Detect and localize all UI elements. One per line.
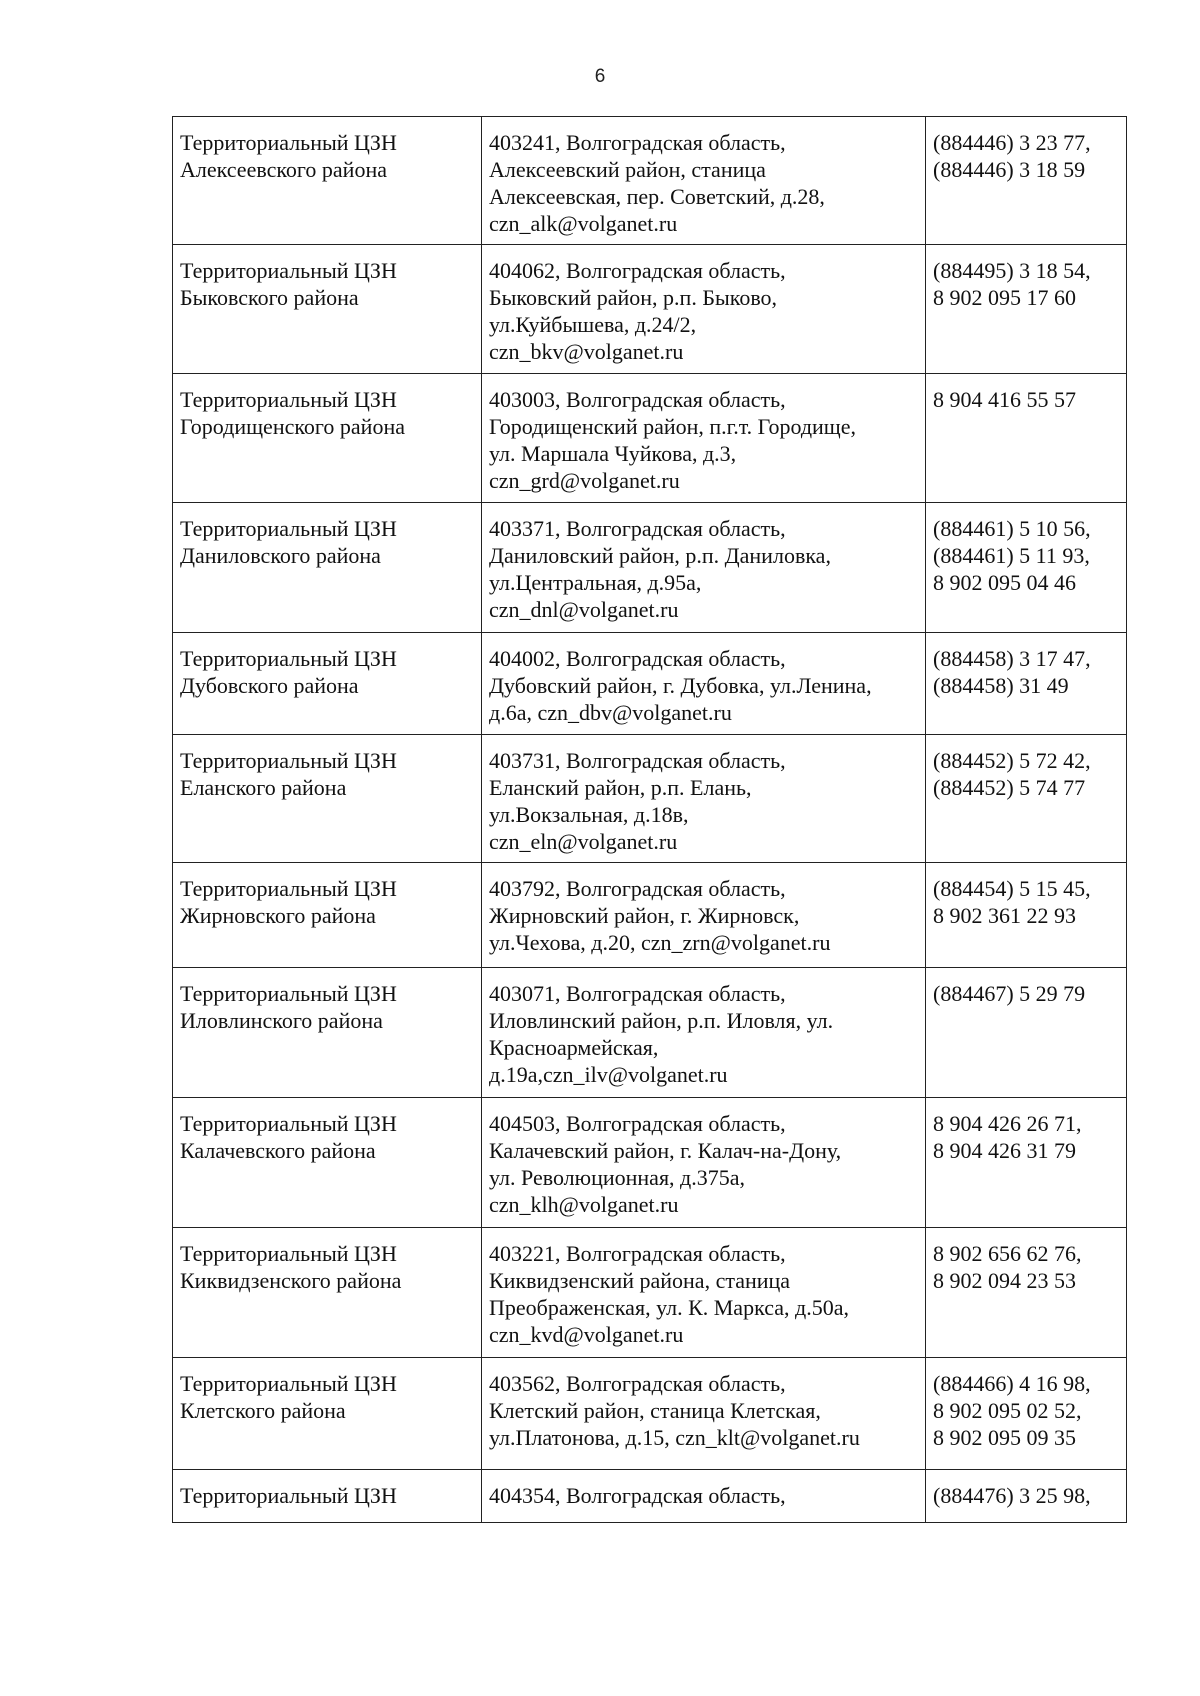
address-cell: 404354, Волгоградская область, bbox=[482, 1470, 926, 1523]
center-name-cell: Территориальный ЦЗН Алексеевского района bbox=[173, 117, 482, 245]
employment-centers-table bbox=[172, 116, 1127, 1523]
table-row bbox=[173, 503, 1127, 633]
address-cell: 404062, Волгоградская область, Быковский район, р.п. Быково, ул.Куйбышева, д.24/2, czn_bkv@volganet.ru bbox=[482, 245, 926, 374]
address-cell: 403731, Волгоградская область, Еланский район, р.п. Елань, ул.Вокзальная, д.18в, czn_eln@volganet.ru bbox=[482, 735, 926, 863]
table-row bbox=[173, 633, 1127, 735]
table-row bbox=[173, 863, 1127, 968]
phone-cell: (884452) 5 72 42, (884452) 5 74 77 bbox=[926, 735, 1127, 863]
center-name-cell: Территориальный ЦЗН Городищенского района bbox=[173, 374, 482, 503]
page-number: 6 bbox=[594, 66, 606, 87]
table-row bbox=[173, 1470, 1127, 1523]
address-cell: 403241, Волгоградская область, Алексеевский район, станица Алексеевская, пер. Советский, д.28, czn_alk@volganet.ru bbox=[482, 117, 926, 245]
address-cell: 403071, Волгоградская область, Иловлинский район, р.п. Иловля, ул. Красноармейская, д.19а,czn_ilv@volganet.ru bbox=[482, 968, 926, 1098]
center-name-cell: Территориальный ЦЗН Дубовского района bbox=[173, 633, 482, 735]
address-cell: 404503, Волгоградская область, Калачевский район, г. Калач-на-Дону, ул. Революционная, д.375а, czn_klh@volganet.ru bbox=[482, 1098, 926, 1228]
address-cell: 404002, Волгоградская область, Дубовский район, г. Дубовка, ул.Ленина, д.6а, czn_dbv@volganet.ru bbox=[482, 633, 926, 735]
center-name-cell: Территориальный ЦЗН bbox=[173, 1470, 482, 1523]
center-name-cell: Территориальный ЦЗН Иловлинского района bbox=[173, 968, 482, 1098]
table-row bbox=[173, 245, 1127, 374]
center-name-cell: Территориальный ЦЗН Еланского района bbox=[173, 735, 482, 863]
phone-cell: (884467) 5 29 79 bbox=[926, 968, 1127, 1098]
center-name-cell: Территориальный ЦЗН Киквидзенского района bbox=[173, 1228, 482, 1358]
center-name-cell: Территориальный ЦЗН Жирновского района bbox=[173, 863, 482, 968]
phone-cell: (884454) 5 15 45, 8 902 361 22 93 bbox=[926, 863, 1127, 968]
table-row bbox=[173, 735, 1127, 863]
table-row bbox=[173, 374, 1127, 503]
table-row bbox=[173, 968, 1127, 1098]
address-cell: 403221, Волгоградская область, Киквидзенский района, станица Преображенская, ул. К. Маркса, д.50а, czn_kvd@volganet.ru bbox=[482, 1228, 926, 1358]
center-name-cell: Территориальный ЦЗН Даниловского района bbox=[173, 503, 482, 633]
table-row bbox=[173, 1098, 1127, 1228]
address-cell: 403562, Волгоградская область, Клетский район, станица Клетская, ул.Платонова, д.15, czn_klt@volganet.ru bbox=[482, 1358, 926, 1470]
center-name-cell: Территориальный ЦЗН Калачевского района bbox=[173, 1098, 482, 1228]
table-row bbox=[173, 117, 1127, 245]
address-cell: 403371, Волгоградская область, Даниловский район, р.п. Даниловка, ул.Центральная, д.95а, czn_dnl@volganet.ru bbox=[482, 503, 926, 633]
phone-cell: (884461) 5 10 56, (884461) 5 11 93, 8 902 095 04 46 bbox=[926, 503, 1127, 633]
phone-cell: 8 902 656 62 76, 8 902 094 23 53 bbox=[926, 1228, 1127, 1358]
phone-cell: (884466) 4 16 98, 8 902 095 02 52, 8 902 095 09 35 bbox=[926, 1358, 1127, 1470]
center-name-cell: Территориальный ЦЗН Быковского района bbox=[173, 245, 482, 374]
table-row bbox=[173, 1358, 1127, 1470]
address-cell: 403792, Волгоградская область, Жирновский район, г. Жирновск, ул.Чехова, д.20, czn_zrn@volganet.ru bbox=[482, 863, 926, 968]
phone-cell: (884446) 3 23 77, (884446) 3 18 59 bbox=[926, 117, 1127, 245]
phone-cell: (884495) 3 18 54, 8 902 095 17 60 bbox=[926, 245, 1127, 374]
phone-cell: (884458) 3 17 47, (884458) 31 49 bbox=[926, 633, 1127, 735]
phone-cell: (884476) 3 25 98, bbox=[926, 1470, 1127, 1523]
phone-cell: 8 904 426 26 71, 8 904 426 31 79 bbox=[926, 1098, 1127, 1228]
table-row bbox=[173, 1228, 1127, 1358]
phone-cell: 8 904 416 55 57 bbox=[926, 374, 1127, 503]
center-name-cell: Территориальный ЦЗН Клетского района bbox=[173, 1358, 482, 1470]
address-cell: 403003, Волгоградская область, Городищенский район, п.г.т. Городище, ул. Маршала Чуйкова, д.3, czn_grd@volganet.ru bbox=[482, 374, 926, 503]
